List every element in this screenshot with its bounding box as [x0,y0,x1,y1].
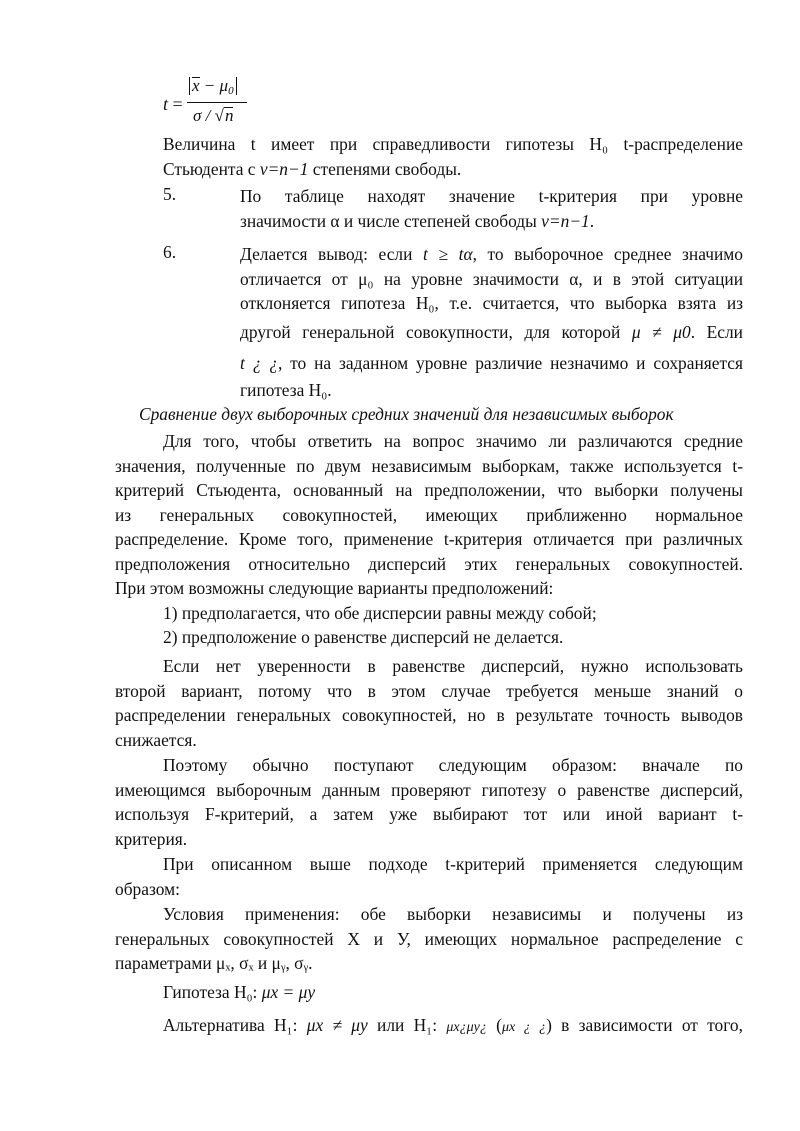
text-line: второй вариант, потому что в этом случае требуется меньше знаний о [115,680,743,701]
text-line: При этом возможны следующие варианты предположений: [115,578,554,598]
text-line: Стьюдента с ν=n−1 степенями свободы. [163,158,462,179]
list-number: 6. [163,242,177,262]
text-line: образом: [115,878,180,899]
section-heading: Сравнение двух выборочных средних значений для независимых выборок [139,404,674,424]
text-line: При описанном выше подходе t-критерий применяется следующим [163,854,743,874]
text-line: отличается от μ₀ на уровне значимости α, и в этой ситуации [240,268,743,289]
text-line: из генеральных совокупностей, имеющих приближенно нормальное [115,504,743,525]
fraction-bar [187,102,247,103]
text-line: t ¿ ¿, то на заданном уровне различие незначимо и сохраняется [240,352,743,373]
paragraph [115,654,743,752]
text-line: распределение. Кроме того, применение t-критерия отличается при различных [115,529,743,549]
text-line: Условия применения: обе выборки независимы и получены из [163,904,743,924]
text-line: По таблице находят значение t-критерия при уровне [240,186,743,206]
option-line: 1) предполагается, что обе дисперсии равны между собой; [163,602,597,623]
formula-lhs: t = [163,94,183,114]
t-distribution-paragraph [163,132,743,181]
text-line: гипотеза H₀. [240,379,332,400]
text-line: критерий Стьюдента, основанный на предположении, что выборки получены [115,480,743,500]
paragraph [115,429,743,650]
text-line: значения, полученные по двум независимым выборкам, также используется t- [115,455,743,476]
text-line: Величина t имеет при справедливости гипотезы H₀ t-распределение [163,134,743,154]
list-number: 5. [163,184,177,204]
text-line: используя F-критерий, а затем уже выбирают тот или иной вариант t- [115,804,743,824]
text-line: значимости α и числе степеней свободы ν=n−1. [240,210,595,231]
paragraph [115,852,743,901]
hypothesis-line: Гипотеза H₀: μx = μy [163,982,316,1002]
option-line: 2) предположение о равенстве дисперсий не делается. [163,627,564,647]
formula-denominator: σ / √n [193,106,234,125]
text-line: предположения относительно дисперсий этих генеральных совокупностей. [115,553,743,574]
text-line: снижается. [115,729,197,750]
text-line: распределении генеральных совокупностей, но в результате точность выводов [115,705,743,725]
text-line: критерия. [115,828,188,849]
text-line: Поэтому обычно поступают следующим образом: вначале по [163,755,743,775]
t-formula [163,74,283,130]
text-line: Для того, чтобы ответить на вопрос значимо ли различаются средние [163,431,743,451]
paragraph [115,753,743,851]
alternative-line: Альтернатива H₁: μx ≠ μy или H₁: μx¿μy¿ (μx ¿ ¿) в зависимости от того, [163,1015,743,1035]
text-line: имеющимся выборочным данным проверяют гипотезу о равенстве дисперсий, [115,779,743,800]
formula-numerator: $x - \mu_0$ [189,76,237,96]
text-line: генеральных совокупностей X и У, имеющих нормальное распределение с [115,928,743,949]
text-line: другой генеральной совокупности, для которой μ ≠ μ0. Если [240,321,743,342]
paragraph [115,902,743,976]
text-line: Если нет уверенности в равенстве дисперсий, нужно использовать [163,656,743,676]
text-line: отклоняется гипотеза H₀, т.е. считается, что выборка взята из [240,293,743,313]
text-line: Делается вывод: если t ≥ tα, то выборочное среднее значимо [240,244,743,264]
text-line: параметрами μₓ, σₓ и μᵧ, σᵧ. [115,953,313,973]
